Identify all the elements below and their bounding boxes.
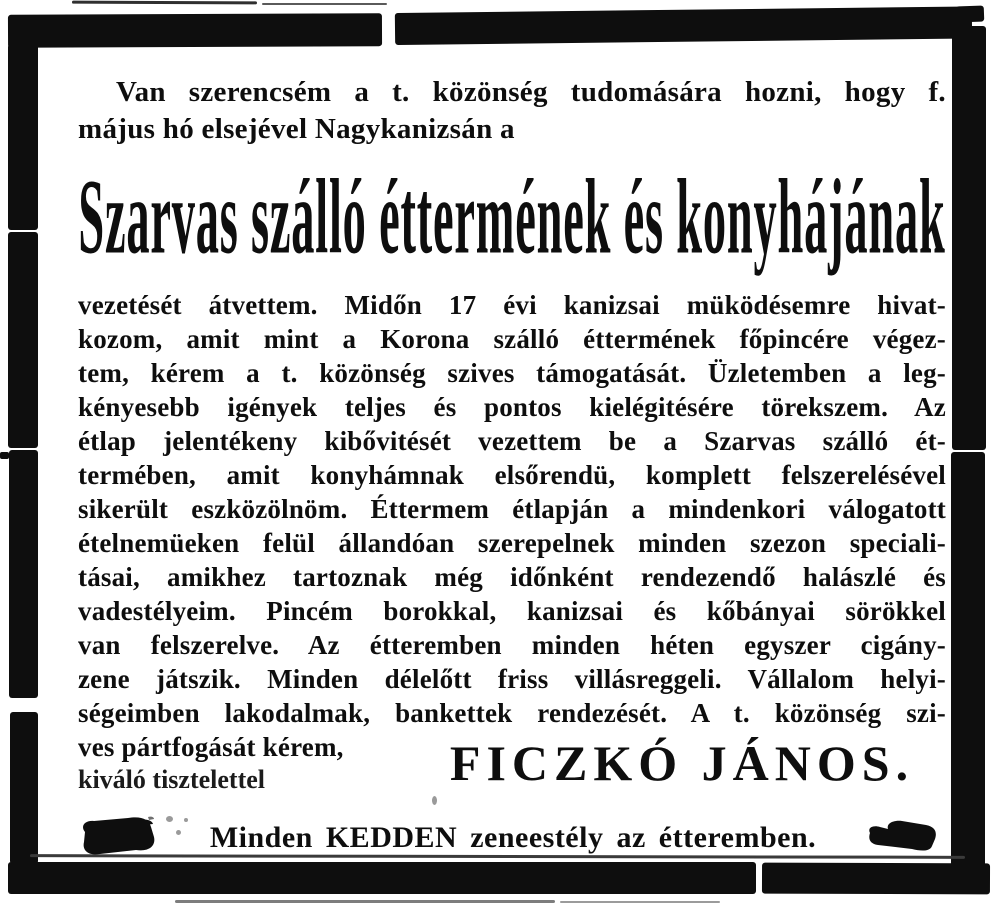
- frame-top-hairline-2: [262, 3, 387, 5]
- footer-text: Minden KEDDEN zeneestély az étteremben.: [209, 821, 817, 854]
- frame-top-hairline: [72, 1, 257, 5]
- body-line: sikerült eszközölnöm. Éttermem étlapján a mindenkori válogatott: [78, 494, 946, 524]
- manicule-right-pointing-icon: [78, 815, 160, 862]
- frame-left-bar-segment-4: [10, 712, 38, 864]
- body-line: tem, kérem a t. közönség szives támogatását. Üzletemben a leg-: [78, 358, 946, 388]
- intro-line-1: Van szerencsém a t. közönség tudomására hozni, hogy f.: [116, 76, 946, 108]
- closing-row: [78, 730, 946, 796]
- body-line: ségeimben lakodalmak, bankettek rendezését. A t. közönség szi-: [78, 698, 946, 728]
- manicule-left-pointing-icon: [866, 818, 938, 859]
- frame-right-bar-segment-2: [951, 452, 985, 874]
- body-line: van felszerelve. Az étteremben minden héten egyszer cigány-: [78, 630, 946, 660]
- body-line: vezetését átvettem. Midőn 17 évi kanizsai müködésemre hivat-: [78, 290, 946, 320]
- body-line: tásai, amikhez tartoznak még időnként rendezendő halászlé és: [78, 562, 946, 592]
- frame-bottom-bar-right: [762, 863, 990, 895]
- ad-content: [40, 48, 952, 864]
- closing-salutation: kiváló tisztelettel: [78, 765, 265, 794]
- frame-left-bar-segment-2: [8, 232, 38, 448]
- frame-bottom-hairline-below-2: [560, 901, 720, 903]
- frame-right-bar-segment-1: [952, 26, 986, 450]
- closing-left-column: [78, 730, 418, 796]
- headline-text: Szarvas szálló éttermének és konyhájának: [78, 156, 946, 277]
- body-line: vadestélyeim. Pincém borokkal, kanizsai és kőbányai sörökkel: [78, 596, 946, 626]
- body-line: kozom, amit mint a Korona szálló éttermének főpincére végez-: [78, 324, 946, 354]
- frame-left-tick-mark: [0, 452, 9, 459]
- frame-bottom-hairline-below: [175, 900, 555, 903]
- signature: FICZKÓ JÁNOS.: [449, 735, 915, 791]
- frame-top-right-corner: [956, 6, 985, 23]
- body-line: étlap jelentékeny kibővitését vezettem be a Szarvas szálló ét-: [78, 426, 946, 456]
- frame-top-bar-right: [395, 6, 972, 45]
- body-line: termében, amit konyhámnak elsőrendü, komplett felszerelésével: [78, 460, 946, 490]
- headline: [78, 158, 946, 280]
- body-line: kényesebb igények teljes és pontos kielégitésére törekszem. Az: [78, 392, 946, 422]
- intro-line-2: május hó elsejével Nagykanizsán a: [78, 113, 515, 145]
- body-line: ételnemüeken felül állandóan szerepelnek minden szezon speciali-: [78, 528, 946, 558]
- frame-bottom-bar-left: [8, 862, 756, 894]
- body-paragraph: [78, 288, 946, 730]
- frame-top-bar-left: [8, 13, 382, 48]
- footer-row: [78, 812, 946, 864]
- frame-left-bar-segment-1: [8, 44, 38, 230]
- body-line-last: ves pártfogását kérem,: [78, 732, 344, 762]
- frame-left-bar-segment-3: [9, 450, 38, 698]
- body-line: zene játszik. Minden délelőtt friss villásreggeli. Vállalom helyi-: [78, 664, 946, 694]
